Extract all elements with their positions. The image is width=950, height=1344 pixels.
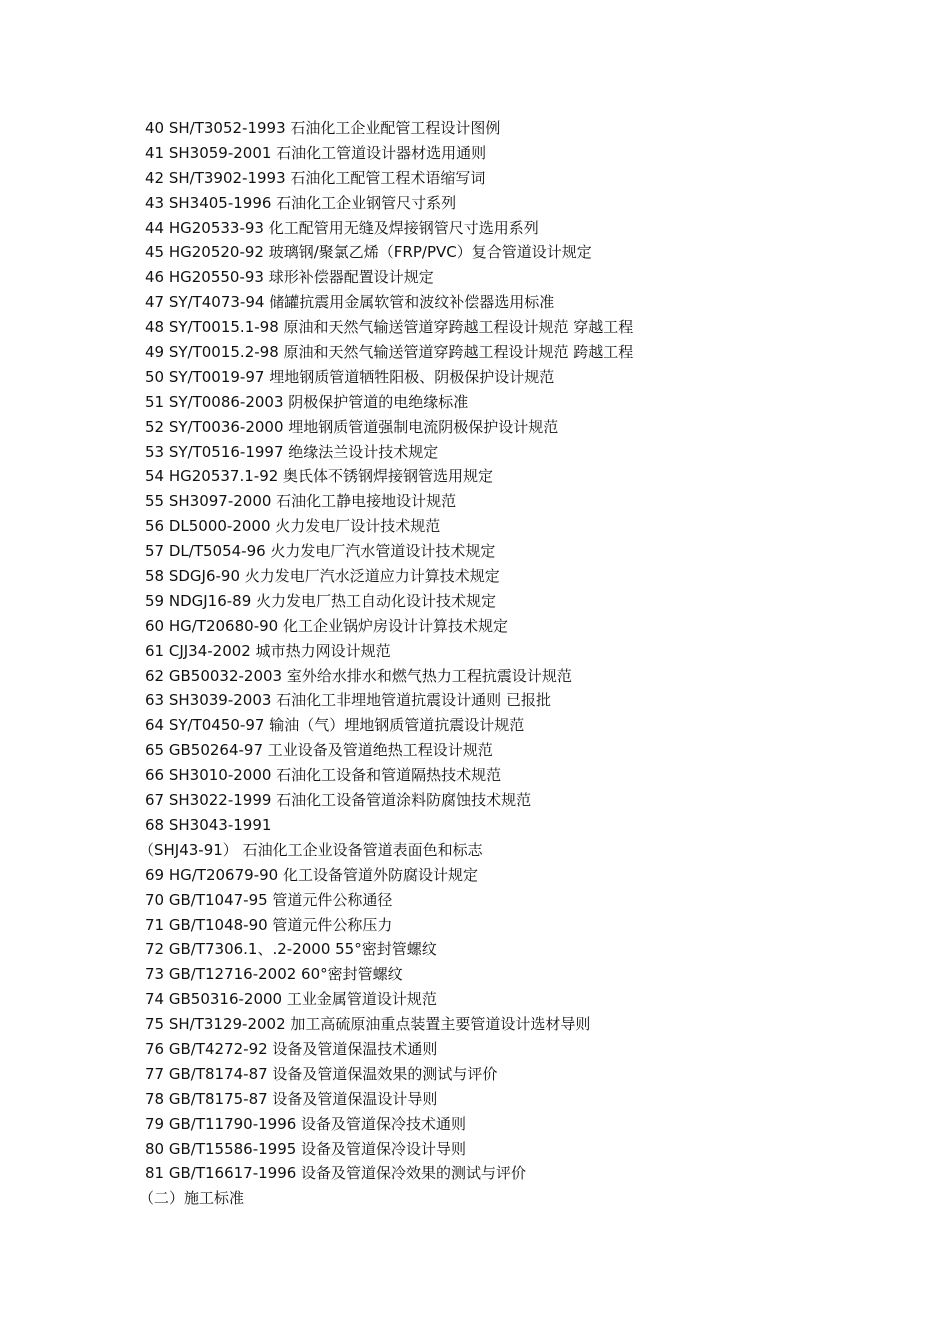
list-item: 79 GB/T11790-1996 设备及管道保冷技术通则 bbox=[145, 1114, 467, 1133]
list-item: 47 SY/T4073-94 储罐抗震用金属软管和波纹补偿器选用标准 bbox=[145, 293, 555, 312]
list-item: 71 GB/T1048-90 管道元件公称压力 bbox=[145, 915, 393, 934]
list-item: 62 GB50032-2003 室外给水排水和燃气热力工程抗震设计规范 bbox=[145, 666, 572, 685]
list-item: 44 HG20533-93 化工配管用无缝及焊接钢管尺寸选用系列 bbox=[145, 218, 539, 237]
list-item: 76 GB/T4272-92 设备及管道保温技术通则 bbox=[145, 1039, 438, 1058]
list-item: 70 GB/T1047-95 管道元件公称通径 bbox=[145, 890, 393, 909]
list-item: 81 GB/T16617-1996 设备及管道保冷效果的测试与评价 bbox=[145, 1164, 527, 1183]
list-item: 75 SH/T3129-2002 加工高硫原油重点装置主要管道设计选材导则 bbox=[145, 1015, 591, 1034]
list-item: 48 SY/T0015.1-98 原油和天然气输送管道穿跨越工程设计规范 穿越工程 bbox=[145, 318, 634, 337]
list-item: 52 SY/T0036-2000 埋地钢质管道强制电流阴极保护设计规范 bbox=[145, 417, 559, 436]
list-item: 51 SY/T0086-2003 阴极保护管道的电绝缘标准 bbox=[145, 392, 469, 411]
list-item: 57 DL/T5054-96 火力发电厂汽水管道设计技术规定 bbox=[145, 542, 496, 561]
list-item: 53 SY/T0516-1997 绝缘法兰设计技术规定 bbox=[145, 442, 439, 461]
list-item: 54 HG20537.1-92 奥氏体不锈钢焊接钢管选用规定 bbox=[145, 467, 494, 486]
list-item: 74 GB50316-2000 工业金属管道设计规范 bbox=[145, 990, 437, 1009]
list-item: 63 SH3039-2003 石油化工非埋地管道抗震设计通则 已报批 bbox=[145, 691, 551, 710]
list-item: （SHJ43-91） 石油化工企业设备管道表面色和标志 bbox=[139, 840, 483, 859]
list-item: 55 SH3097-2000 石油化工静电接地设计规范 bbox=[145, 492, 457, 511]
list-item: 45 HG20520-92 玻璃钢/聚氯乙烯（FRP/PVC）复合管道设计规定 bbox=[145, 243, 592, 262]
list-item: 58 SDGJ6-90 火力发电厂汽水泛道应力计算技术规定 bbox=[145, 567, 500, 586]
list-item: 60 HG/T20680-90 化工企业锅炉房设计计算技术规定 bbox=[145, 616, 508, 635]
list-item: 73 GB/T12716-2002 60°密封管螺纹 bbox=[145, 965, 403, 984]
list-item: 78 GB/T8175-87 设备及管道保温设计导则 bbox=[145, 1089, 438, 1108]
list-item: 68 SH3043-1991 bbox=[145, 815, 272, 834]
standards-list bbox=[139, 116, 925, 1211]
list-item: 61 CJJ34-2002 城市热力网设计规范 bbox=[145, 641, 391, 660]
list-item: 59 NDGJ16-89 火力发电厂热工自动化设计技术规定 bbox=[145, 591, 497, 610]
section-heading: （二）施工标准 bbox=[139, 1189, 245, 1208]
list-item: 65 GB50264-97 工业设备及管道绝热工程设计规范 bbox=[145, 741, 493, 760]
list-item: 66 SH3010-2000 石油化工设备和管道隔热技术规范 bbox=[145, 766, 502, 785]
list-item: 69 HG/T20679-90 化工设备管道外防腐设计规定 bbox=[145, 865, 478, 884]
list-item: 56 DL5000-2000 火力发电厂设计技术规范 bbox=[145, 517, 441, 536]
list-item: 80 GB/T15586-1995 设备及管道保冷设计导则 bbox=[145, 1139, 467, 1158]
list-item: 50 SY/T0019-97 埋地钢质管道牺牲阳极、阴极保护设计规范 bbox=[145, 367, 555, 386]
list-item: 43 SH3405-1996 石油化工企业钢管尺寸系列 bbox=[145, 193, 457, 212]
list-item: 64 SY/T0450-97 输油（气）埋地钢质管道抗震设计规范 bbox=[145, 716, 525, 735]
list-item: 67 SH3022-1999 石油化工设备管道涂料防腐蚀技术规范 bbox=[145, 791, 532, 810]
list-item: 46 HG20550-93 球形补偿器配置设计规定 bbox=[145, 268, 434, 287]
list-item: 77 GB/T8174-87 设备及管道保温效果的测试与评价 bbox=[145, 1064, 498, 1083]
list-item: 42 SH/T3902-1993 石油化工配管工程术语缩写词 bbox=[145, 168, 486, 187]
list-item: 49 SY/T0015.2-98 原油和天然气输送管道穿跨越工程设计规范 跨越工程 bbox=[145, 343, 634, 362]
list-item: 40 SH/T3052-1993 石油化工企业配管工程设计图例 bbox=[145, 119, 501, 137]
list-item: 41 SH3059-2001 石油化工管道设计器材选用通则 bbox=[145, 143, 487, 162]
list-item: 72 GB/T7306.1、.2-2000 55°密封管螺纹 bbox=[145, 940, 437, 959]
